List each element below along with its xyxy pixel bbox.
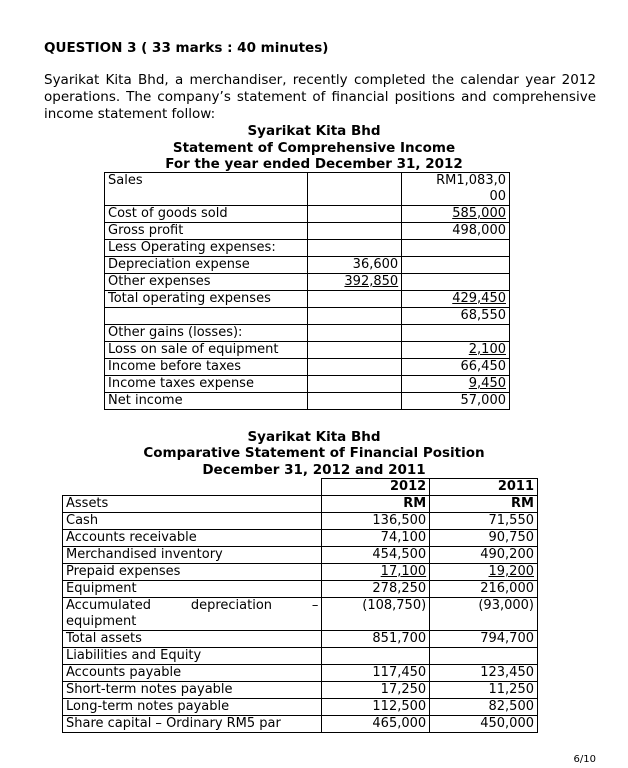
balance-2011-cell: [430, 581, 538, 598]
income-row: [105, 393, 510, 410]
balance-2011-cell: [430, 547, 538, 564]
balance-row: [63, 699, 538, 716]
balance-currency-row: [63, 496, 538, 513]
balance-row: [63, 530, 538, 547]
balance-row: [63, 716, 538, 733]
balance-row: [63, 547, 538, 564]
income-right-cell: [402, 342, 510, 359]
balance-2011-cell: [430, 716, 538, 733]
income-right-cell-text: 2,100: [468, 342, 506, 357]
income-row: [105, 173, 510, 206]
balance-2012-cell: [322, 564, 430, 581]
income-mid-cell: [308, 257, 402, 274]
year-2012-header: 2012: [322, 479, 430, 496]
balance-label-cell: [63, 598, 322, 631]
balance-label-cell-text: Cash: [66, 513, 99, 528]
income-right-cell: [402, 308, 510, 325]
balance-period: December 31, 2012 and 2011: [202, 462, 426, 478]
income-label-cell-text: Income taxes expense: [108, 376, 254, 391]
income-right-cell-text: 9,450: [468, 376, 506, 391]
income-mid-cell: [308, 223, 402, 240]
balance-label-cell-text: Total assets: [66, 631, 142, 646]
balance-title: Comparative Statement of Financial Position: [143, 445, 485, 461]
currency-2011: RM: [430, 496, 538, 513]
balance-2012-cell: [322, 699, 430, 716]
balance-2012-cell-text: 278,250: [372, 581, 427, 596]
balance-2011-cell: [430, 682, 538, 699]
balance-label-cell: [63, 682, 322, 699]
income-label-cell-text: Other gains (losses):: [108, 325, 243, 340]
income-title: Statement of Comprehensive Income: [172, 140, 456, 156]
income-mid-cell: [308, 342, 402, 359]
income-company: Syarikat Kita Bhd: [247, 123, 381, 139]
balance-2011-cell-text: 71,550: [488, 513, 534, 528]
balance-2012-cell-text: 74,100: [380, 530, 427, 545]
income-right-cell: [402, 223, 510, 240]
balance-sheet-table: [62, 478, 538, 733]
income-right-cell: [402, 206, 510, 223]
income-label-cell-text: Total operating expenses: [108, 291, 271, 306]
balance-row: [63, 631, 538, 648]
balance-row: [63, 648, 538, 665]
balance-2012-cell-text: 136,500: [372, 513, 427, 528]
income-mid-cell: [308, 206, 402, 223]
balance-2011-cell-text: 490,200: [480, 547, 534, 562]
income-label-cell-text: Income before taxes: [108, 359, 242, 374]
income-row: [105, 308, 510, 325]
income-label-cell: [105, 393, 308, 410]
balance-2012-cell-text: 17,100: [380, 564, 427, 579]
income-mid-cell: [308, 274, 402, 291]
income-row: [105, 274, 510, 291]
income-label-cell: [105, 359, 308, 376]
income-label-cell: [105, 342, 308, 359]
balance-2011-cell: [430, 665, 538, 682]
income-label-cell-text: Depreciation expense: [108, 257, 250, 272]
balance-label-cell-text: Long-term notes payable: [66, 699, 230, 714]
income-mid-cell-text: 36,600: [352, 257, 399, 272]
income-mid-cell: [308, 325, 402, 342]
income-label-cell: [105, 240, 308, 257]
income-row: [105, 223, 510, 240]
balance-2011-cell-text: 90,750: [488, 530, 534, 545]
income-right-cell-text: RM1,083,0 00: [436, 173, 506, 204]
balance-2012-cell: [322, 716, 430, 733]
page-number: 6/10: [573, 754, 596, 765]
balance-label-cell: [63, 716, 322, 733]
balance-2011-cell: [430, 564, 538, 581]
balance-2011-cell-text: 216,000: [480, 581, 534, 596]
balance-row: [63, 682, 538, 699]
balance-row: [63, 564, 538, 581]
balance-row: [63, 598, 538, 631]
balance-2012-cell: [322, 648, 430, 665]
balance-label-cell-text: Accounts payable: [66, 665, 182, 680]
income-right-cell: [402, 325, 510, 342]
income-mid-cell: [308, 376, 402, 393]
balance-2012-cell: [322, 682, 430, 699]
income-label-cell: [105, 274, 308, 291]
balance-year-row: [63, 479, 538, 496]
income-mid-cell: [308, 393, 402, 410]
balance-2011-cell-text: 794,700: [480, 631, 534, 646]
income-label-cell: [105, 325, 308, 342]
income-right-cell-text: 66,450: [460, 359, 506, 374]
income-label-cell: [105, 173, 308, 206]
income-label-cell: [105, 376, 308, 393]
balance-2011-cell-text: 82,500: [488, 699, 534, 714]
income-right-cell: [402, 173, 510, 206]
balance-label-cell: [63, 665, 322, 682]
income-label-cell-text: Net income: [108, 393, 183, 408]
balance-2012-cell: [322, 598, 430, 631]
income-right-cell: [402, 274, 510, 291]
income-mid-cell: [308, 308, 402, 325]
assets-label: Assets: [63, 496, 322, 513]
balance-label-cell-text: Prepaid expenses: [66, 564, 181, 579]
income-right-cell: [402, 376, 510, 393]
balance-2012-cell: [322, 581, 430, 598]
balance-label-cell: [63, 513, 322, 530]
balance-2011-cell: [430, 648, 538, 665]
balance-label-cell-text: Equipment: [66, 581, 137, 596]
income-mid-cell: [308, 359, 402, 376]
balance-2011-cell: [430, 530, 538, 547]
balance-row: [63, 581, 538, 598]
income-right-cell-text: 429,450: [452, 291, 506, 306]
balance-2012-cell-text: 454,500: [372, 547, 427, 562]
balance-row: [63, 665, 538, 682]
balance-2012-cell: [322, 547, 430, 564]
balance-label-cell-text: Liabilities and Equity: [66, 648, 202, 663]
income-row: [105, 359, 510, 376]
income-label-cell: [105, 223, 308, 240]
currency-2012: RM: [322, 496, 430, 513]
income-row: [105, 291, 510, 308]
income-label-cell-text: Other expenses: [108, 274, 211, 289]
income-row: [105, 325, 510, 342]
income-label-cell-text: Cost of goods sold: [108, 206, 228, 221]
balance-label-cell: [63, 581, 322, 598]
balance-2011-cell-text: 123,450: [480, 665, 534, 680]
income-label-cell-text: Gross profit: [108, 223, 184, 238]
balance-2011-cell: [430, 513, 538, 530]
balance-label-cell: [63, 648, 322, 665]
balance-label-cell: [63, 564, 322, 581]
income-row: [105, 206, 510, 223]
year-2011-header: 2011: [430, 479, 538, 496]
balance-2011-cell-text: 19,200: [488, 564, 534, 579]
balance-2012-cell: [322, 513, 430, 530]
income-row: [105, 342, 510, 359]
balance-label-cell-text: Short-term notes payable: [66, 682, 233, 697]
income-right-cell: [402, 257, 510, 274]
income-right-cell: [402, 291, 510, 308]
income-right-cell-text: 68,550: [460, 308, 506, 323]
balance-2011-cell-text: 11,250: [488, 682, 534, 697]
income-period: For the year ended December 31, 2012: [165, 156, 463, 172]
income-label-cell-text: Less Operating expenses:: [108, 240, 276, 255]
income-label-cell: [105, 257, 308, 274]
intro-paragraph: Syarikat Kita Bhd, a merchandiser, recently completed the calendar year 2012 operations. The company’s statement of financial positions and comprehensive income statement follow:: [44, 72, 596, 122]
income-label-cell: [105, 308, 308, 325]
income-mid-cell: [308, 240, 402, 257]
income-right-cell-text: 498,000: [452, 223, 506, 238]
balance-label-cell: [63, 530, 322, 547]
balance-label-cell-text: Share capital – Ordinary RM5 par: [66, 716, 281, 731]
income-row: [105, 240, 510, 257]
balance-2012-cell: [322, 631, 430, 648]
balance-label-cell-text: Accumulated depreciation – equipment: [66, 598, 319, 629]
income-label-cell: [105, 206, 308, 223]
balance-2011-cell-text: 450,000: [480, 716, 534, 731]
income-statement-table: [104, 172, 510, 410]
balance-row: [63, 513, 538, 530]
income-mid-cell-text: 392,850: [344, 274, 399, 289]
balance-label-cell-text: Accounts receivable: [66, 530, 197, 545]
balance-label-cell: [63, 631, 322, 648]
balance-label-cell: [63, 547, 322, 564]
balance-2012-cell: [322, 530, 430, 547]
income-right-cell: [402, 393, 510, 410]
income-label-cell-text: Sales: [108, 173, 143, 188]
balance-2012-cell-text: 851,700: [372, 631, 427, 646]
income-mid-cell: [308, 291, 402, 308]
income-right-cell-text: 585,000: [452, 206, 506, 221]
balance-2011-cell: [430, 598, 538, 631]
income-mid-cell: [308, 173, 402, 206]
balance-2012-cell-text: 17,250: [380, 682, 427, 697]
balance-company: Syarikat Kita Bhd: [247, 429, 381, 445]
balance-2012-cell: [322, 665, 430, 682]
question-title: QUESTION 3 ( 33 marks : 40 minutes): [44, 40, 329, 56]
income-right-cell: [402, 359, 510, 376]
balance-label-cell-text: Merchandised inventory: [66, 547, 223, 562]
balance-2011-cell: [430, 631, 538, 648]
balance-label-cell: [63, 699, 322, 716]
balance-2012-cell-text: 465,000: [372, 716, 427, 731]
balance-2012-cell-text: 112,500: [372, 699, 427, 714]
income-right-cell: [402, 240, 510, 257]
income-label-cell: [105, 291, 308, 308]
balance-2011-cell: [430, 699, 538, 716]
balance-2012-cell-text: 117,450: [372, 665, 427, 680]
balance-2011-cell-text: (93,000): [478, 598, 534, 613]
income-label-cell-text: Loss on sale of equipment: [108, 342, 279, 357]
income-right-cell-text: 57,000: [460, 393, 506, 408]
income-row: [105, 257, 510, 274]
income-row: [105, 376, 510, 393]
balance-2012-cell-text: (108,750): [362, 598, 427, 613]
